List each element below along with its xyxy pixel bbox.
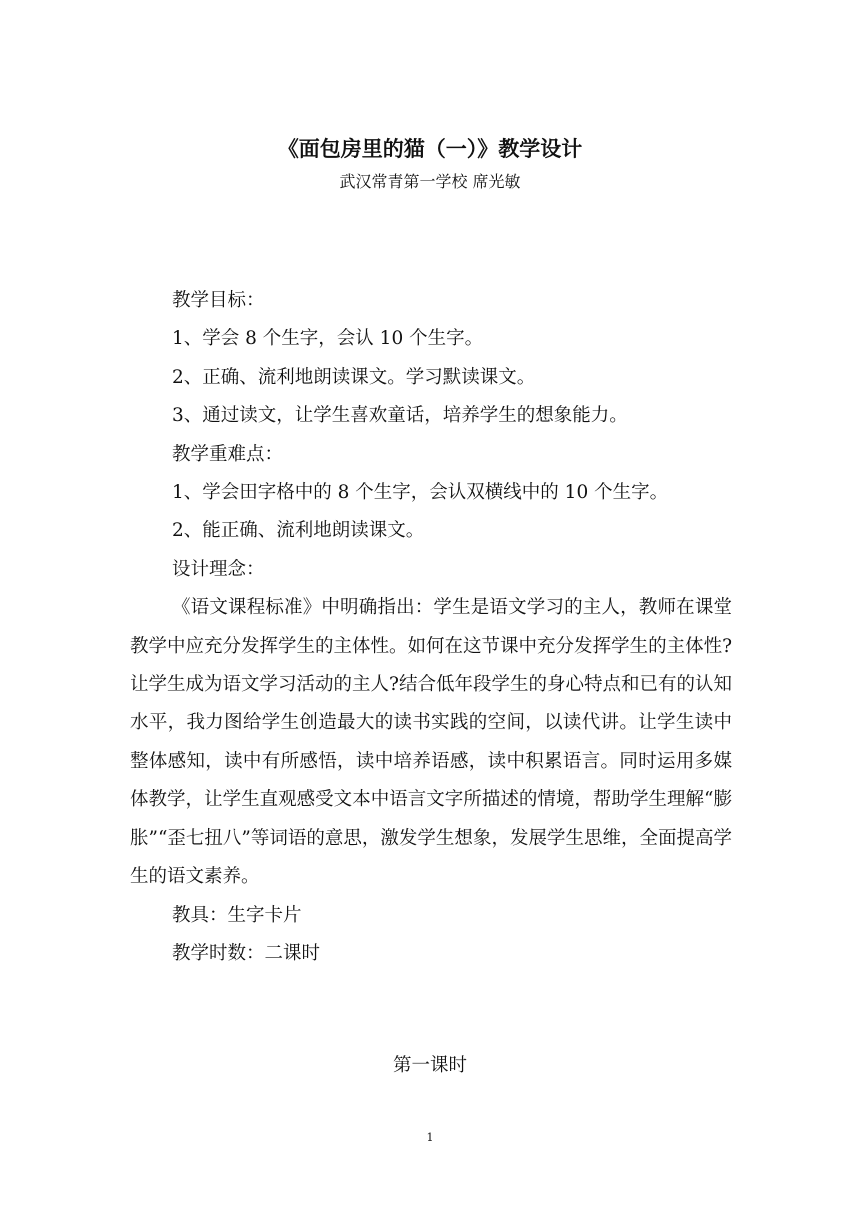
hours-line: 教学时数：二课时 <box>172 942 321 964</box>
page-number: 1 <box>426 1131 434 1144</box>
objectives-heading: 教学目标： <box>172 290 265 311</box>
document-title: 《面包房里的猫（一）》教学设计 <box>277 136 583 161</box>
tools-line: 教具：生字卡片 <box>172 904 302 926</box>
concept-paragraph: 《语文课程标准》中明确指出：学生是语文学习的主人，教师在课堂教学中应充分发挥学生的主体性。如何在这节课中充分发挥学生的主体性?让学生成为语文学习活动的主人?结合低年段学生的身心特点和已有的认知水平，我力图给学生创造最大的读书实践的空间，以读代讲。让学生读中整体感知，读中有所感悟，读中培养语感，读中积累语言。同时运用多媒体教学，让学生直观感受文本中语言文字所描述的情境，帮助学生理解“膨胀”“歪七扭八”等词语的意思，激发学生想象，发展学生思维，全面提高学生的语文素养。 <box>130 597 732 888</box>
objective-item: 2、正确、流利地朗读课文。学习默读课文。 <box>172 366 536 388</box>
author-line: 武汉常青第一学校 席光敏 <box>339 172 521 191</box>
objective-item: 1、学会 8 个生字，会认 10 个生字。 <box>172 328 484 350</box>
concept-heading: 设计理念： <box>172 558 265 580</box>
keypoints-heading: 教学重难点： <box>172 443 284 465</box>
document-body <box>130 282 732 973</box>
objective-item: 3、通过读文，让学生喜欢童话，培养学生的想象能力。 <box>172 405 628 427</box>
keypoint-item: 1、学会田字格中的 8 个生字，会认双横线中的 10 个生字。 <box>172 482 669 504</box>
lesson-heading: 第一课时 <box>392 1055 467 1076</box>
keypoint-item: 2、能正确、流利地朗读课文。 <box>172 520 425 542</box>
